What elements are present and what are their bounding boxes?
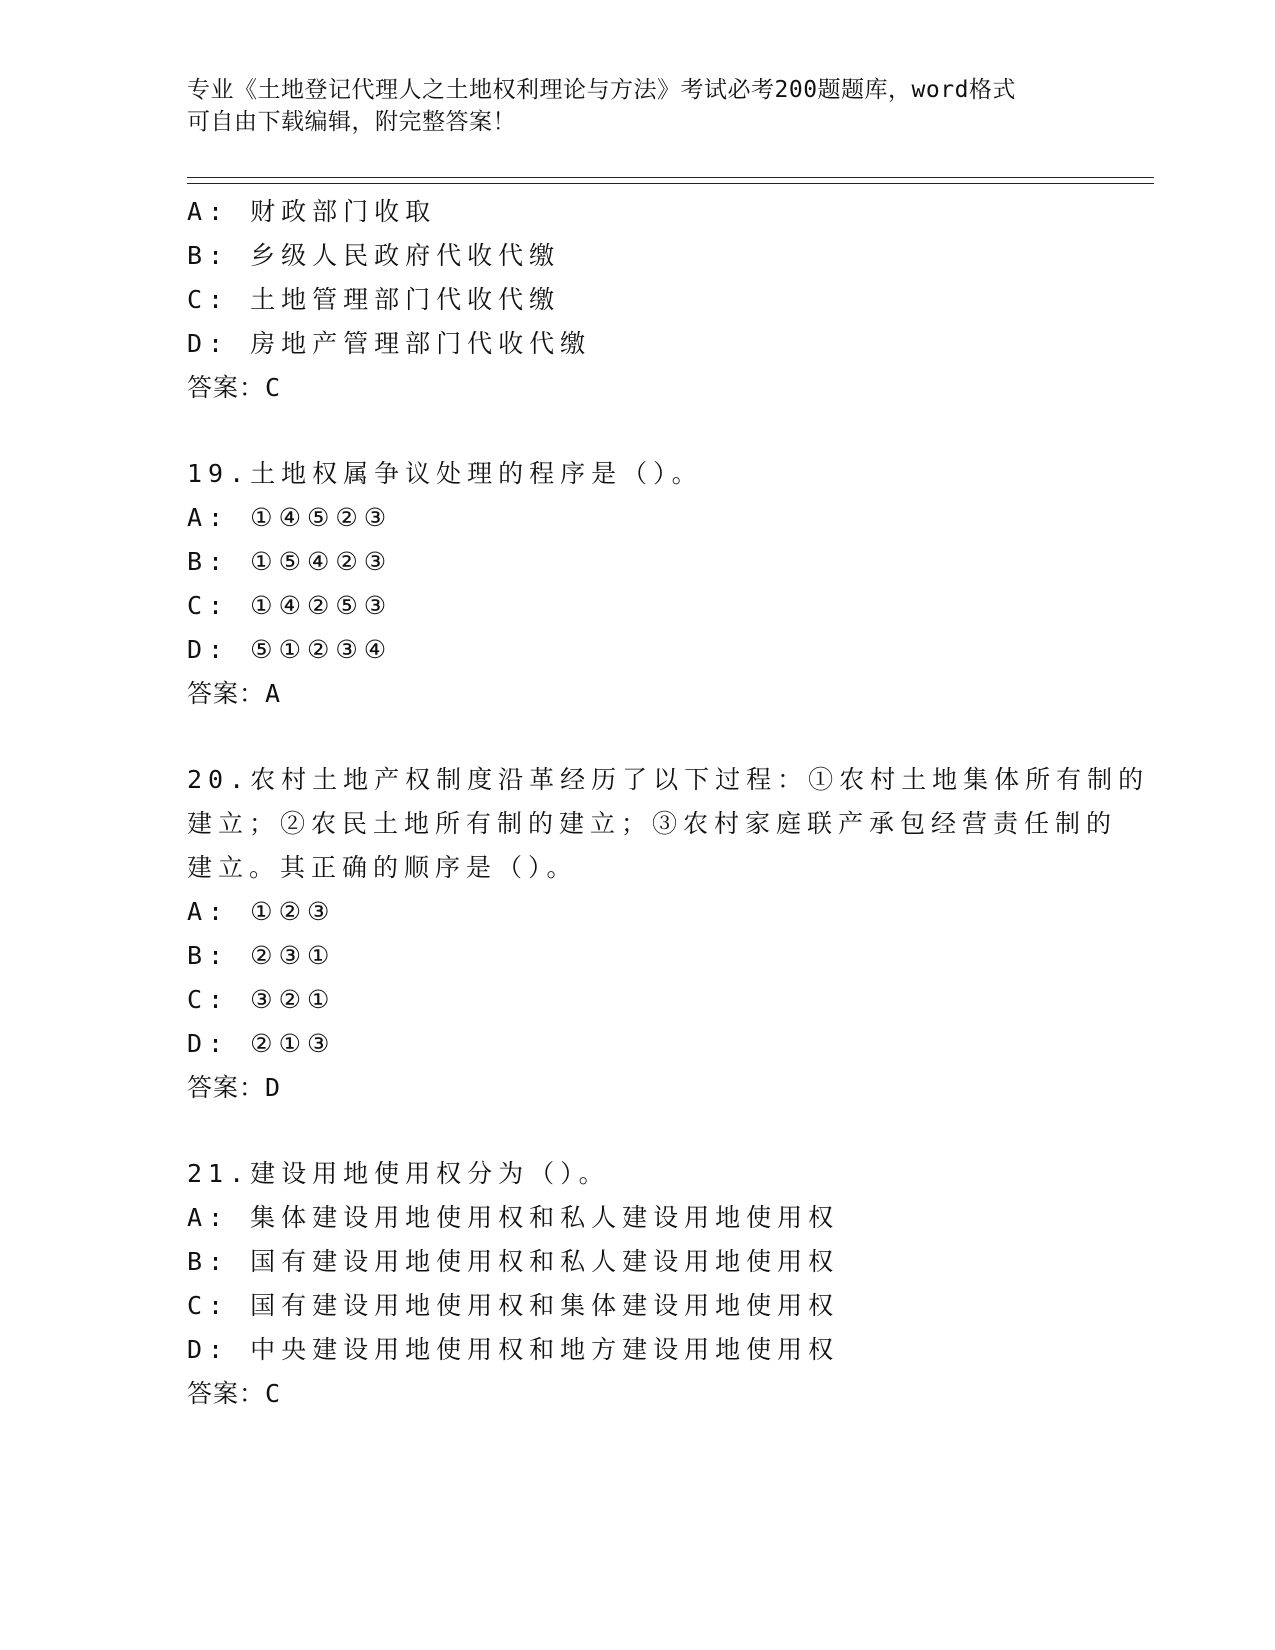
q19-stem: 19.土地权属争议处理的程序是（）。	[187, 459, 703, 488]
header-line-1: 专业《土地登记代理人之土地权利理论与方法》考试必考200题题库，word格式	[187, 77, 1016, 103]
q18-option-d: D: 房地产管理部门代收代缴	[187, 329, 592, 358]
q20-answer: 答案：D	[187, 1073, 282, 1102]
q21-answer: 答案：C	[187, 1379, 282, 1408]
q20-option-c: C: ③②①	[187, 985, 336, 1014]
header-line-2: 可自由下载编辑，附完整答案！	[187, 109, 516, 135]
q19-option-a: A: ①④⑤②③	[187, 503, 393, 532]
q19-option-d: D: ⑤①②③④	[187, 635, 393, 664]
q20-option-b: B: ②③①	[187, 941, 336, 970]
q18-option-b: B: 乡级人民政府代收代缴	[187, 241, 561, 270]
q20-stem-line-1: 20.农村土地产权制度沿革经历了以下过程：①农村土地集体所有制的	[187, 765, 1150, 794]
q20-option-d: D: ②①③	[187, 1029, 336, 1058]
header-rule-top	[187, 177, 1154, 178]
q21-option-d: D: 中央建设用地使用权和地方建设用地使用权	[187, 1335, 840, 1364]
q21-option-c: C: 国有建设用地使用权和集体建设用地使用权	[187, 1291, 840, 1320]
q21-stem: 21.建设用地使用权分为（）。	[187, 1159, 610, 1188]
q20-stem-line-3: 建立。其正确的顺序是（）。	[187, 853, 578, 882]
header-rule-bottom	[187, 183, 1154, 184]
q20-stem-line-2: 建立；②农民土地所有制的建立；③农村家庭联产承包经营责任制的	[187, 809, 1118, 838]
q19-option-b: B: ①⑤④②③	[187, 547, 393, 576]
q18-option-a: A: 财政部门收取	[187, 197, 437, 226]
q19-answer: 答案：A	[187, 679, 282, 708]
q18-answer: 答案：C	[187, 373, 282, 402]
q20-option-a: A: ①②③	[187, 897, 336, 926]
q18-option-c: C: 土地管理部门代收代缴	[187, 285, 561, 314]
q21-option-a: A: 集体建设用地使用权和私人建设用地使用权	[187, 1203, 840, 1232]
q19-option-c: C: ①④②⑤③	[187, 591, 393, 620]
q21-option-b: B: 国有建设用地使用权和私人建设用地使用权	[187, 1247, 840, 1276]
